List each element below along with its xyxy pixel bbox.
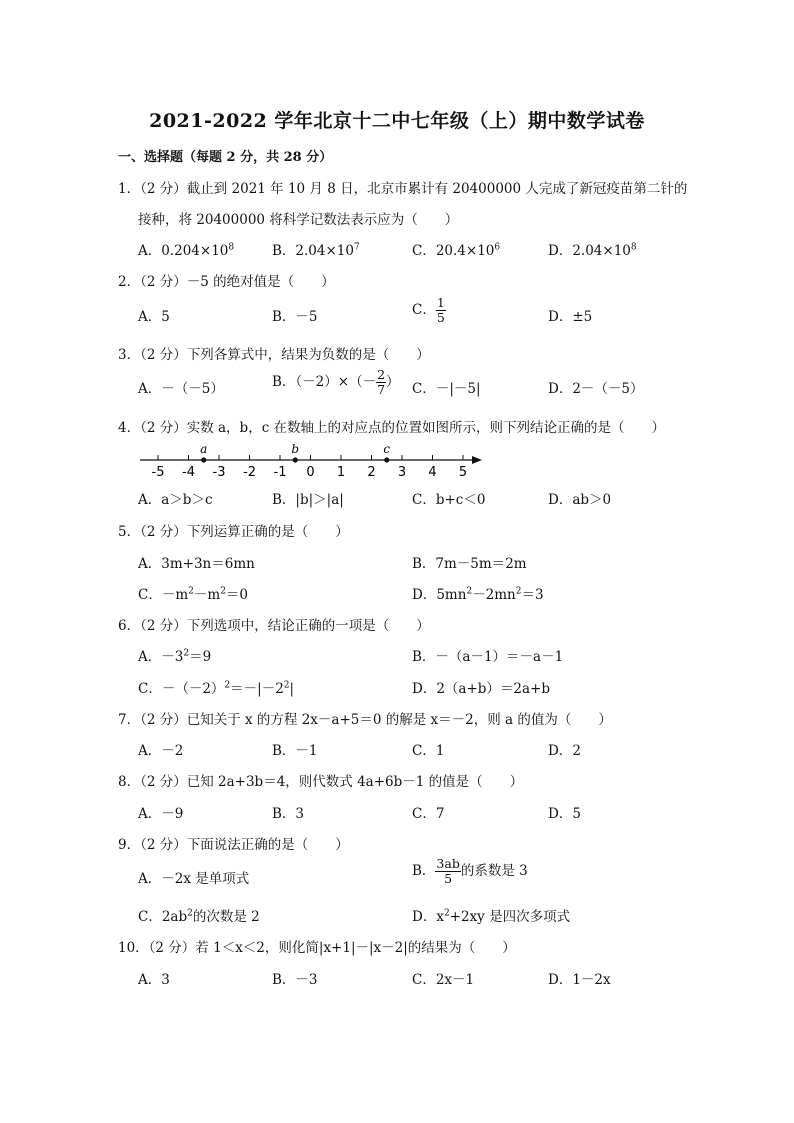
question-2: 2．（2 分）－5 的绝对值是（ ） xyxy=(118,274,335,290)
question-1-line-2: 接种，将 20400000 将科学记数法表示应为（ ） xyxy=(138,212,459,228)
q1-option-b: B．$2.04\times 10^7$ xyxy=(272,242,360,259)
q6-option-b: B．－（a－1）＝－a－1 xyxy=(412,649,564,665)
tick-label: 3 xyxy=(397,465,407,480)
question-9: 9．（2 分）下面说法正确的是（ ） xyxy=(118,837,349,853)
point-label-a: a xyxy=(200,442,208,456)
fraction: $\frac{2}{7}$ xyxy=(377,367,386,397)
q1-option-a: A．$0.204\times 10^8$ xyxy=(138,242,235,259)
tick-label: -4 xyxy=(182,465,195,480)
question-8: 8．（2 分）已知 2a+3b＝4，则代数式 4a+6b－1 的值是（ ） xyxy=(118,774,524,790)
q6-option-d: D．2（a+b）＝2a+b xyxy=(412,681,551,697)
tick-label: -5 xyxy=(151,465,165,480)
q6-option-c: C．$-(-2)^2=-|-2^2|$ xyxy=(138,680,295,697)
point-label-b: b xyxy=(291,442,300,456)
tick-label: 0 xyxy=(306,465,315,480)
q7-option-c: C．1 xyxy=(412,743,445,759)
tick-label: 1 xyxy=(336,465,346,480)
fraction: $\frac{1}{5}$ xyxy=(436,295,445,325)
q4-option-c: C．b+c＜0 xyxy=(412,492,486,508)
page-title: 2021-2022 学年北京十二中七年级（上）期中数学试卷 xyxy=(149,110,645,132)
q7-option-d: D．2 xyxy=(548,743,581,759)
number-line-figure xyxy=(138,440,488,484)
tick-label: 5 xyxy=(458,465,468,480)
q5-option-d: D．$5mn^2-2mn^2=3$ xyxy=(412,586,544,603)
q3-option-d: D．2－（－5） xyxy=(548,381,644,397)
q5-option-a: A．3m+3n＝6mn xyxy=(138,556,255,572)
tick-label: 4 xyxy=(428,465,437,480)
number-line xyxy=(140,442,482,480)
q9-option-b: B． $\frac{3ab}{5}$ 的系数是 3 xyxy=(412,856,528,886)
q9-option-a: A．－2x 是单项式 xyxy=(138,871,250,887)
q5-option-b: B．7m－5m＝2m xyxy=(412,556,527,572)
q8-option-d: D．5 xyxy=(548,806,581,822)
q2-option-b: B．－5 xyxy=(272,309,318,325)
fraction: $\frac{3ab}{5}$ xyxy=(436,856,460,886)
q7-option-a: A．－2 xyxy=(138,743,184,759)
point-b xyxy=(293,457,298,462)
q4-option-a: A．a＞b＞c xyxy=(138,492,213,508)
question-4: 4．（2 分）实数 a，b，c 在数轴上的对应点的位置如图所示，则下列结论正确的是（ ） xyxy=(118,420,666,436)
q2-option-a: A．5 xyxy=(138,309,170,325)
question-5: 5．（2 分）下列运算正确的是（ ） xyxy=(118,524,349,540)
q8-option-b: B．3 xyxy=(272,806,305,822)
question-3: 3．（2 分）下列各算式中，结果为负数的是（ ） xyxy=(118,347,430,363)
q1-option-d: D．$2.04\times 10^8$ xyxy=(548,242,637,259)
question-7: 7．（2 分）已知关于 x 的方程 2x－a+5＝0 的解是 x＝－2，则 a 的值为（ ） xyxy=(118,712,612,728)
q4-option-d: D．ab＞0 xyxy=(548,492,612,508)
q5-option-c: C．$-m^2-m^2=0$ xyxy=(138,586,249,603)
q9-option-c: C．$2ab^2$的次数是 2 xyxy=(138,908,260,925)
point-c xyxy=(384,457,389,462)
q4-option-b: B．|b|＞|a| xyxy=(272,492,344,508)
q7-option-b: B．－1 xyxy=(272,743,318,759)
tick-label: -3 xyxy=(212,465,226,480)
q6-option-a: A．$-3^2=9$ xyxy=(138,648,212,665)
q10-option-c: C．2x－1 xyxy=(412,972,475,988)
axis-arrow-icon xyxy=(472,456,482,464)
q8-option-c: C．7 xyxy=(412,806,445,822)
question-10: 10．（2 分）若 1＜x＜2，则化简|x+1|－|x－2|的结果为（ ） xyxy=(118,940,516,956)
tick-label: 2 xyxy=(367,465,376,480)
tick-label: -1 xyxy=(273,465,287,480)
q10-option-b: B．－3 xyxy=(272,972,318,988)
q3-option-c: C．－|－5| xyxy=(412,381,481,397)
tick-label: -2 xyxy=(243,465,256,480)
question-6: 6．（2 分）下列选项中，结论正确的一项是（ ） xyxy=(118,618,430,634)
q2-option-d: D．±5 xyxy=(548,309,593,325)
question-1-line-1: 1．（2 分）截止到 2021 年 10 月 8 日，北京市累计有 20400000 人完成了新冠疫苗第二针的 xyxy=(118,181,688,197)
q1-option-c: C．$20.4\times 10^6$ xyxy=(412,242,501,259)
q2-option-c: C． $\frac{1}{5}$ xyxy=(412,295,445,325)
q8-option-a: A．－9 xyxy=(138,806,184,822)
q3-option-b: B．（－2）×（－ $\frac{2}{7}$ ） xyxy=(272,367,400,397)
q3-option-a: A．－（－5） xyxy=(138,381,224,397)
q10-option-a: A．3 xyxy=(138,972,170,988)
point-a xyxy=(201,457,206,462)
q10-option-d: D．1－2x xyxy=(548,972,611,988)
q9-option-d: D．$x^2+2xy$ 是四次多项式 xyxy=(412,908,571,925)
section-heading: 一、选择题（每题 2 分，共 28 分） xyxy=(118,150,333,165)
point-label-c: c xyxy=(383,442,391,456)
